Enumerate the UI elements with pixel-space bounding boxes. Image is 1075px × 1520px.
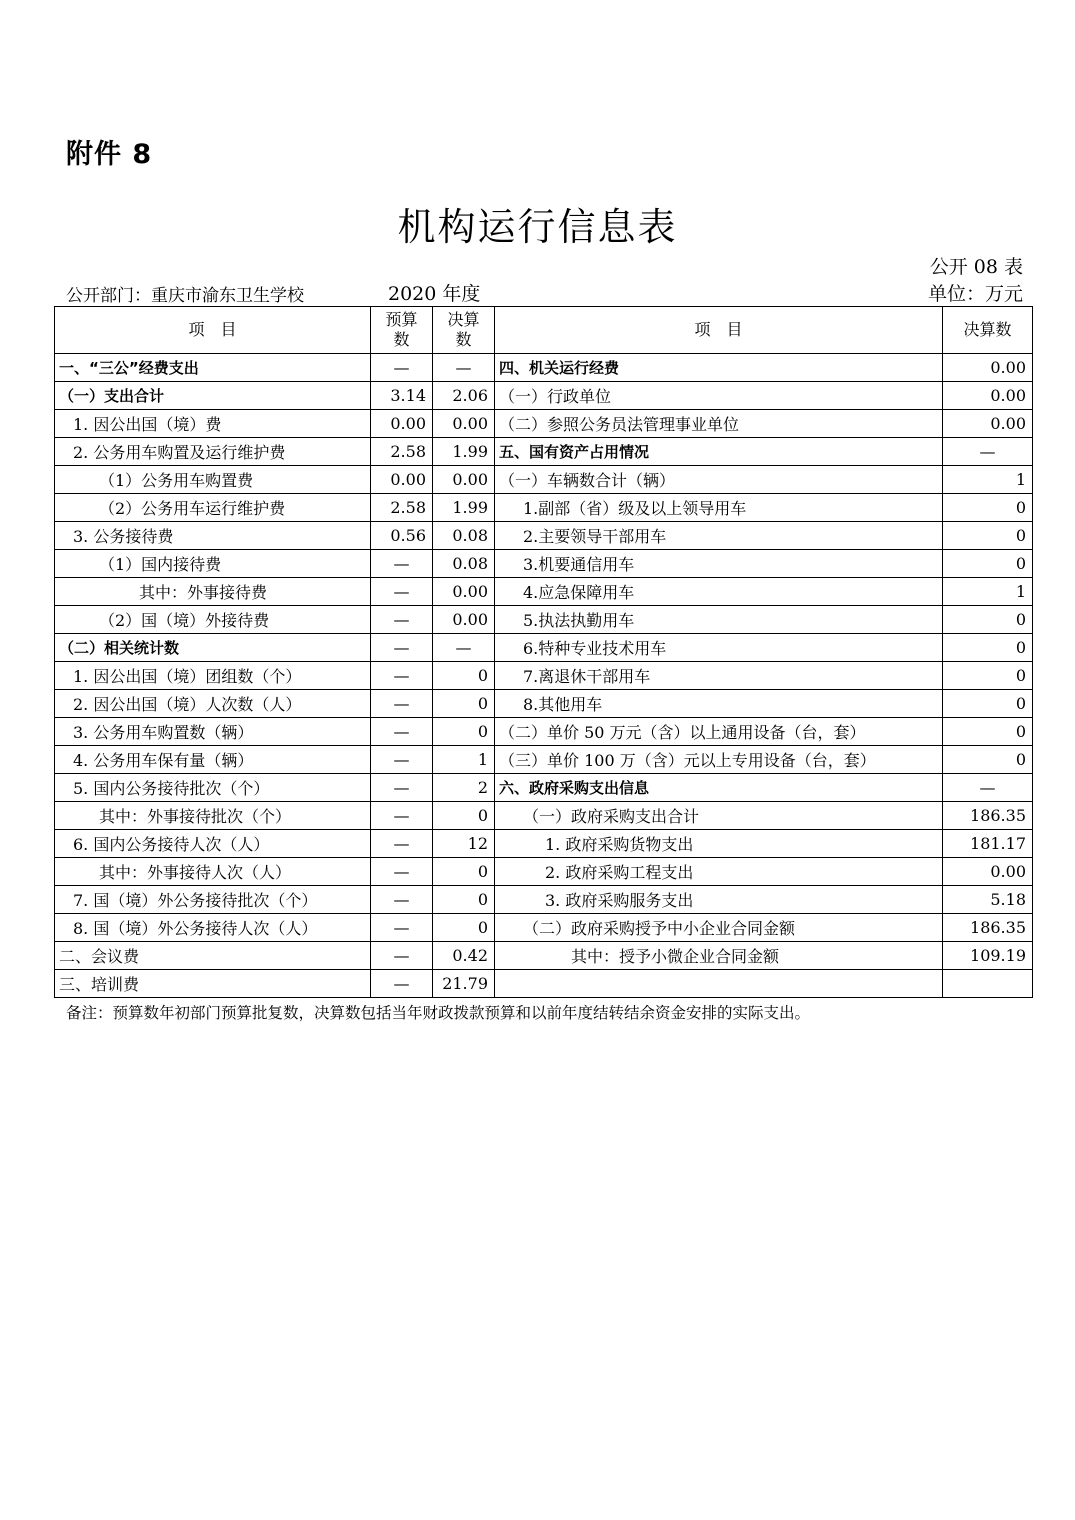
right-item-cell: （一）政府采购支出合计	[495, 802, 943, 830]
right-item-cell: （三）单价 100 万（含）元以上专用设备（台，套）	[495, 746, 943, 774]
right-final-cell: 0	[943, 690, 1033, 718]
final-cell: —	[433, 354, 495, 382]
page-title: 机构运行信息表	[397, 205, 678, 249]
table-row	[55, 634, 1033, 662]
final-cell: —	[433, 634, 495, 662]
budget-cell: 0.00	[371, 466, 433, 494]
final-cell: 0	[433, 802, 495, 830]
final-cell: 0.00	[433, 578, 495, 606]
final-cell: 0	[433, 858, 495, 886]
budget-cell: —	[371, 830, 433, 858]
right-final-cell: 186.35	[943, 802, 1033, 830]
budget-cell: —	[371, 606, 433, 634]
right-item-cell: 3. 政府采购服务支出	[495, 886, 943, 914]
left-item-cell: 1. 因公出国（境）费	[55, 410, 371, 438]
right-final-cell: 0.00	[943, 410, 1033, 438]
right-item-cell: 6.特种专业技术用车	[495, 634, 943, 662]
right-item-cell: 1. 政府采购货物支出	[495, 830, 943, 858]
final-cell: 0	[433, 718, 495, 746]
right-final-cell: 1	[943, 578, 1033, 606]
final-cell: 0	[433, 662, 495, 690]
budget-cell: —	[371, 690, 433, 718]
final-cell: 0.00	[433, 410, 495, 438]
budget-cell: —	[371, 550, 433, 578]
left-item-cell: （1）公务用车购置费	[55, 466, 371, 494]
table-row	[55, 718, 1033, 746]
header-final-right: 决算数	[943, 307, 1033, 354]
table-row	[55, 522, 1033, 550]
right-final-cell: 0	[943, 718, 1033, 746]
right-item-cell: 5.执法执勤用车	[495, 606, 943, 634]
right-item-cell: 8.其他用车	[495, 690, 943, 718]
left-item-cell: 7. 国（境）外公务接待批次（个）	[55, 886, 371, 914]
left-item-cell: 3. 公务用车购置数（辆）	[55, 718, 371, 746]
right-item-cell	[495, 970, 943, 998]
budget-cell: 0.56	[371, 522, 433, 550]
right-final-cell: 0	[943, 606, 1033, 634]
final-cell: 2.06	[433, 382, 495, 410]
final-cell: 0.00	[433, 466, 495, 494]
right-final-cell: 0.00	[943, 858, 1033, 886]
budget-cell: —	[371, 914, 433, 942]
table-row	[55, 914, 1033, 942]
table-row	[55, 858, 1033, 886]
left-item-cell: （2）公务用车运行维护费	[55, 494, 371, 522]
table-row	[55, 970, 1033, 998]
right-item-cell: 3.机要通信用车	[495, 550, 943, 578]
right-final-cell: 186.35	[943, 914, 1033, 942]
table-row	[55, 494, 1033, 522]
final-cell: 21.79	[433, 970, 495, 998]
right-final-cell: —	[943, 774, 1033, 802]
right-item-cell: 六、政府采购支出信息	[495, 774, 943, 802]
table-row	[55, 550, 1033, 578]
final-cell: 1	[433, 746, 495, 774]
right-item-cell: 2. 政府采购工程支出	[495, 858, 943, 886]
right-final-cell: 0	[943, 494, 1033, 522]
left-item-cell: 其中：外事接待人次（人）	[55, 858, 371, 886]
table-row	[55, 578, 1033, 606]
budget-cell: —	[371, 578, 433, 606]
table-row	[55, 354, 1033, 382]
header-final-left	[433, 307, 495, 354]
right-item-cell: （一）车辆数合计（辆）	[495, 466, 943, 494]
table-row	[55, 830, 1033, 858]
table-row	[55, 662, 1033, 690]
right-item-cell: （一）行政单位	[495, 382, 943, 410]
table-row	[55, 382, 1033, 410]
budget-cell: 3.14	[371, 382, 433, 410]
right-final-cell: 0	[943, 550, 1033, 578]
left-item-cell: 5. 国内公务接待批次（个）	[55, 774, 371, 802]
header-item-left: 项 目	[55, 307, 371, 354]
budget-cell: —	[371, 886, 433, 914]
left-item-cell: 一、“三公”经费支出	[55, 354, 371, 382]
left-item-cell: 8. 国（境）外公务接待人次（人）	[55, 914, 371, 942]
final-cell: 2	[433, 774, 495, 802]
budget-cell: —	[371, 634, 433, 662]
attachment-label: 附件 8	[66, 139, 153, 170]
table-header-row	[55, 307, 1033, 354]
left-item-cell: （2）国（境）外接待费	[55, 606, 371, 634]
budget-cell: 0.00	[371, 410, 433, 438]
left-item-cell: 2. 公务用车购置及运行维护费	[55, 438, 371, 466]
table-row	[55, 690, 1033, 718]
table-row	[55, 802, 1033, 830]
budget-cell: —	[371, 942, 433, 970]
left-item-cell: 6. 国内公务接待人次（人）	[55, 830, 371, 858]
budget-cell: —	[371, 774, 433, 802]
right-item-cell: （二）参照公务员法管理事业单位	[495, 410, 943, 438]
right-final-cell: 1	[943, 466, 1033, 494]
left-item-cell: 4. 公务用车保有量（辆）	[55, 746, 371, 774]
budget-cell: —	[371, 746, 433, 774]
left-item-cell: 2. 因公出国（境）人次数（人）	[55, 690, 371, 718]
right-final-cell: 181.17	[943, 830, 1033, 858]
header-item-right: 项 目	[495, 307, 943, 354]
left-item-cell: 三、培训费	[55, 970, 371, 998]
right-item-cell: 7.离退休干部用车	[495, 662, 943, 690]
final-cell: 0	[433, 914, 495, 942]
table-row	[55, 606, 1033, 634]
table-row	[55, 774, 1033, 802]
right-final-cell	[943, 970, 1033, 998]
right-final-cell: 5.18	[943, 886, 1033, 914]
department-label: 公开部门：重庆市渝东卫生学校	[66, 286, 304, 306]
right-item-cell: （二）政府采购授予中小企业合同金额	[495, 914, 943, 942]
left-item-cell: （二）相关统计数	[55, 634, 371, 662]
left-item-cell: （一）支出合计	[55, 382, 371, 410]
right-item-cell: 2.主要领导干部用车	[495, 522, 943, 550]
final-cell: 0.42	[433, 942, 495, 970]
table-code: 公开 08 表	[929, 256, 1023, 278]
right-item-cell: 4.应急保障用车	[495, 578, 943, 606]
left-item-cell: 3. 公务接待费	[55, 522, 371, 550]
left-item-cell: 其中：外事接待批次（个）	[55, 802, 371, 830]
table-row	[55, 886, 1033, 914]
table-row	[55, 410, 1033, 438]
right-item-cell: 四、机关运行经费	[495, 354, 943, 382]
final-cell: 0	[433, 690, 495, 718]
table-row	[55, 746, 1033, 774]
budget-cell: —	[371, 802, 433, 830]
final-cell: 1.99	[433, 494, 495, 522]
right-item-cell: （二）单价 50 万元（含）以上通用设备（台，套）	[495, 718, 943, 746]
header-budget-text: 预算数	[385, 310, 418, 349]
left-item-cell: 其中：外事接待费	[55, 578, 371, 606]
right-final-cell: 0	[943, 522, 1033, 550]
left-item-cell: 1. 因公出国（境）团组数（个）	[55, 662, 371, 690]
unit-label: 单位：万元	[927, 283, 1023, 305]
budget-cell: —	[371, 718, 433, 746]
right-final-cell: 0.00	[943, 382, 1033, 410]
budget-cell: —	[371, 354, 433, 382]
budget-cell: —	[371, 970, 433, 998]
budget-cell: —	[371, 858, 433, 886]
final-cell: 0.00	[433, 606, 495, 634]
header-final-left-text: 决算数	[447, 310, 480, 349]
right-item-cell: 1.副部（省）级及以上领导用车	[495, 494, 943, 522]
final-cell: 0.08	[433, 550, 495, 578]
right-final-cell: —	[943, 438, 1033, 466]
header-budget	[371, 307, 433, 354]
right-final-cell: 109.19	[943, 942, 1033, 970]
table-row	[55, 438, 1033, 466]
final-cell: 0	[433, 886, 495, 914]
left-item-cell: （1）国内接待费	[55, 550, 371, 578]
final-cell: 12	[433, 830, 495, 858]
table-row	[55, 466, 1033, 494]
right-final-cell: 0	[943, 746, 1033, 774]
left-item-cell: 二、会议费	[55, 942, 371, 970]
footnote: 备注：预算数年初部门预算批复数，决算数包括当年财政拨款预算和以前年度结转结余资金安排的实际支出。	[66, 1004, 811, 1022]
right-final-cell: 0	[943, 662, 1033, 690]
final-cell: 0.08	[433, 522, 495, 550]
info-table	[54, 306, 1033, 998]
budget-cell: 2.58	[371, 494, 433, 522]
table-row	[55, 942, 1033, 970]
right-item-cell: 五、国有资产占用情况	[495, 438, 943, 466]
budget-cell: 2.58	[371, 438, 433, 466]
final-cell: 1.99	[433, 438, 495, 466]
year-label: 2020 年度	[388, 283, 481, 305]
right-final-cell: 0	[943, 634, 1033, 662]
right-item-cell: 其中：授予小微企业合同金额	[495, 942, 943, 970]
budget-cell: —	[371, 662, 433, 690]
right-final-cell: 0.00	[943, 354, 1033, 382]
